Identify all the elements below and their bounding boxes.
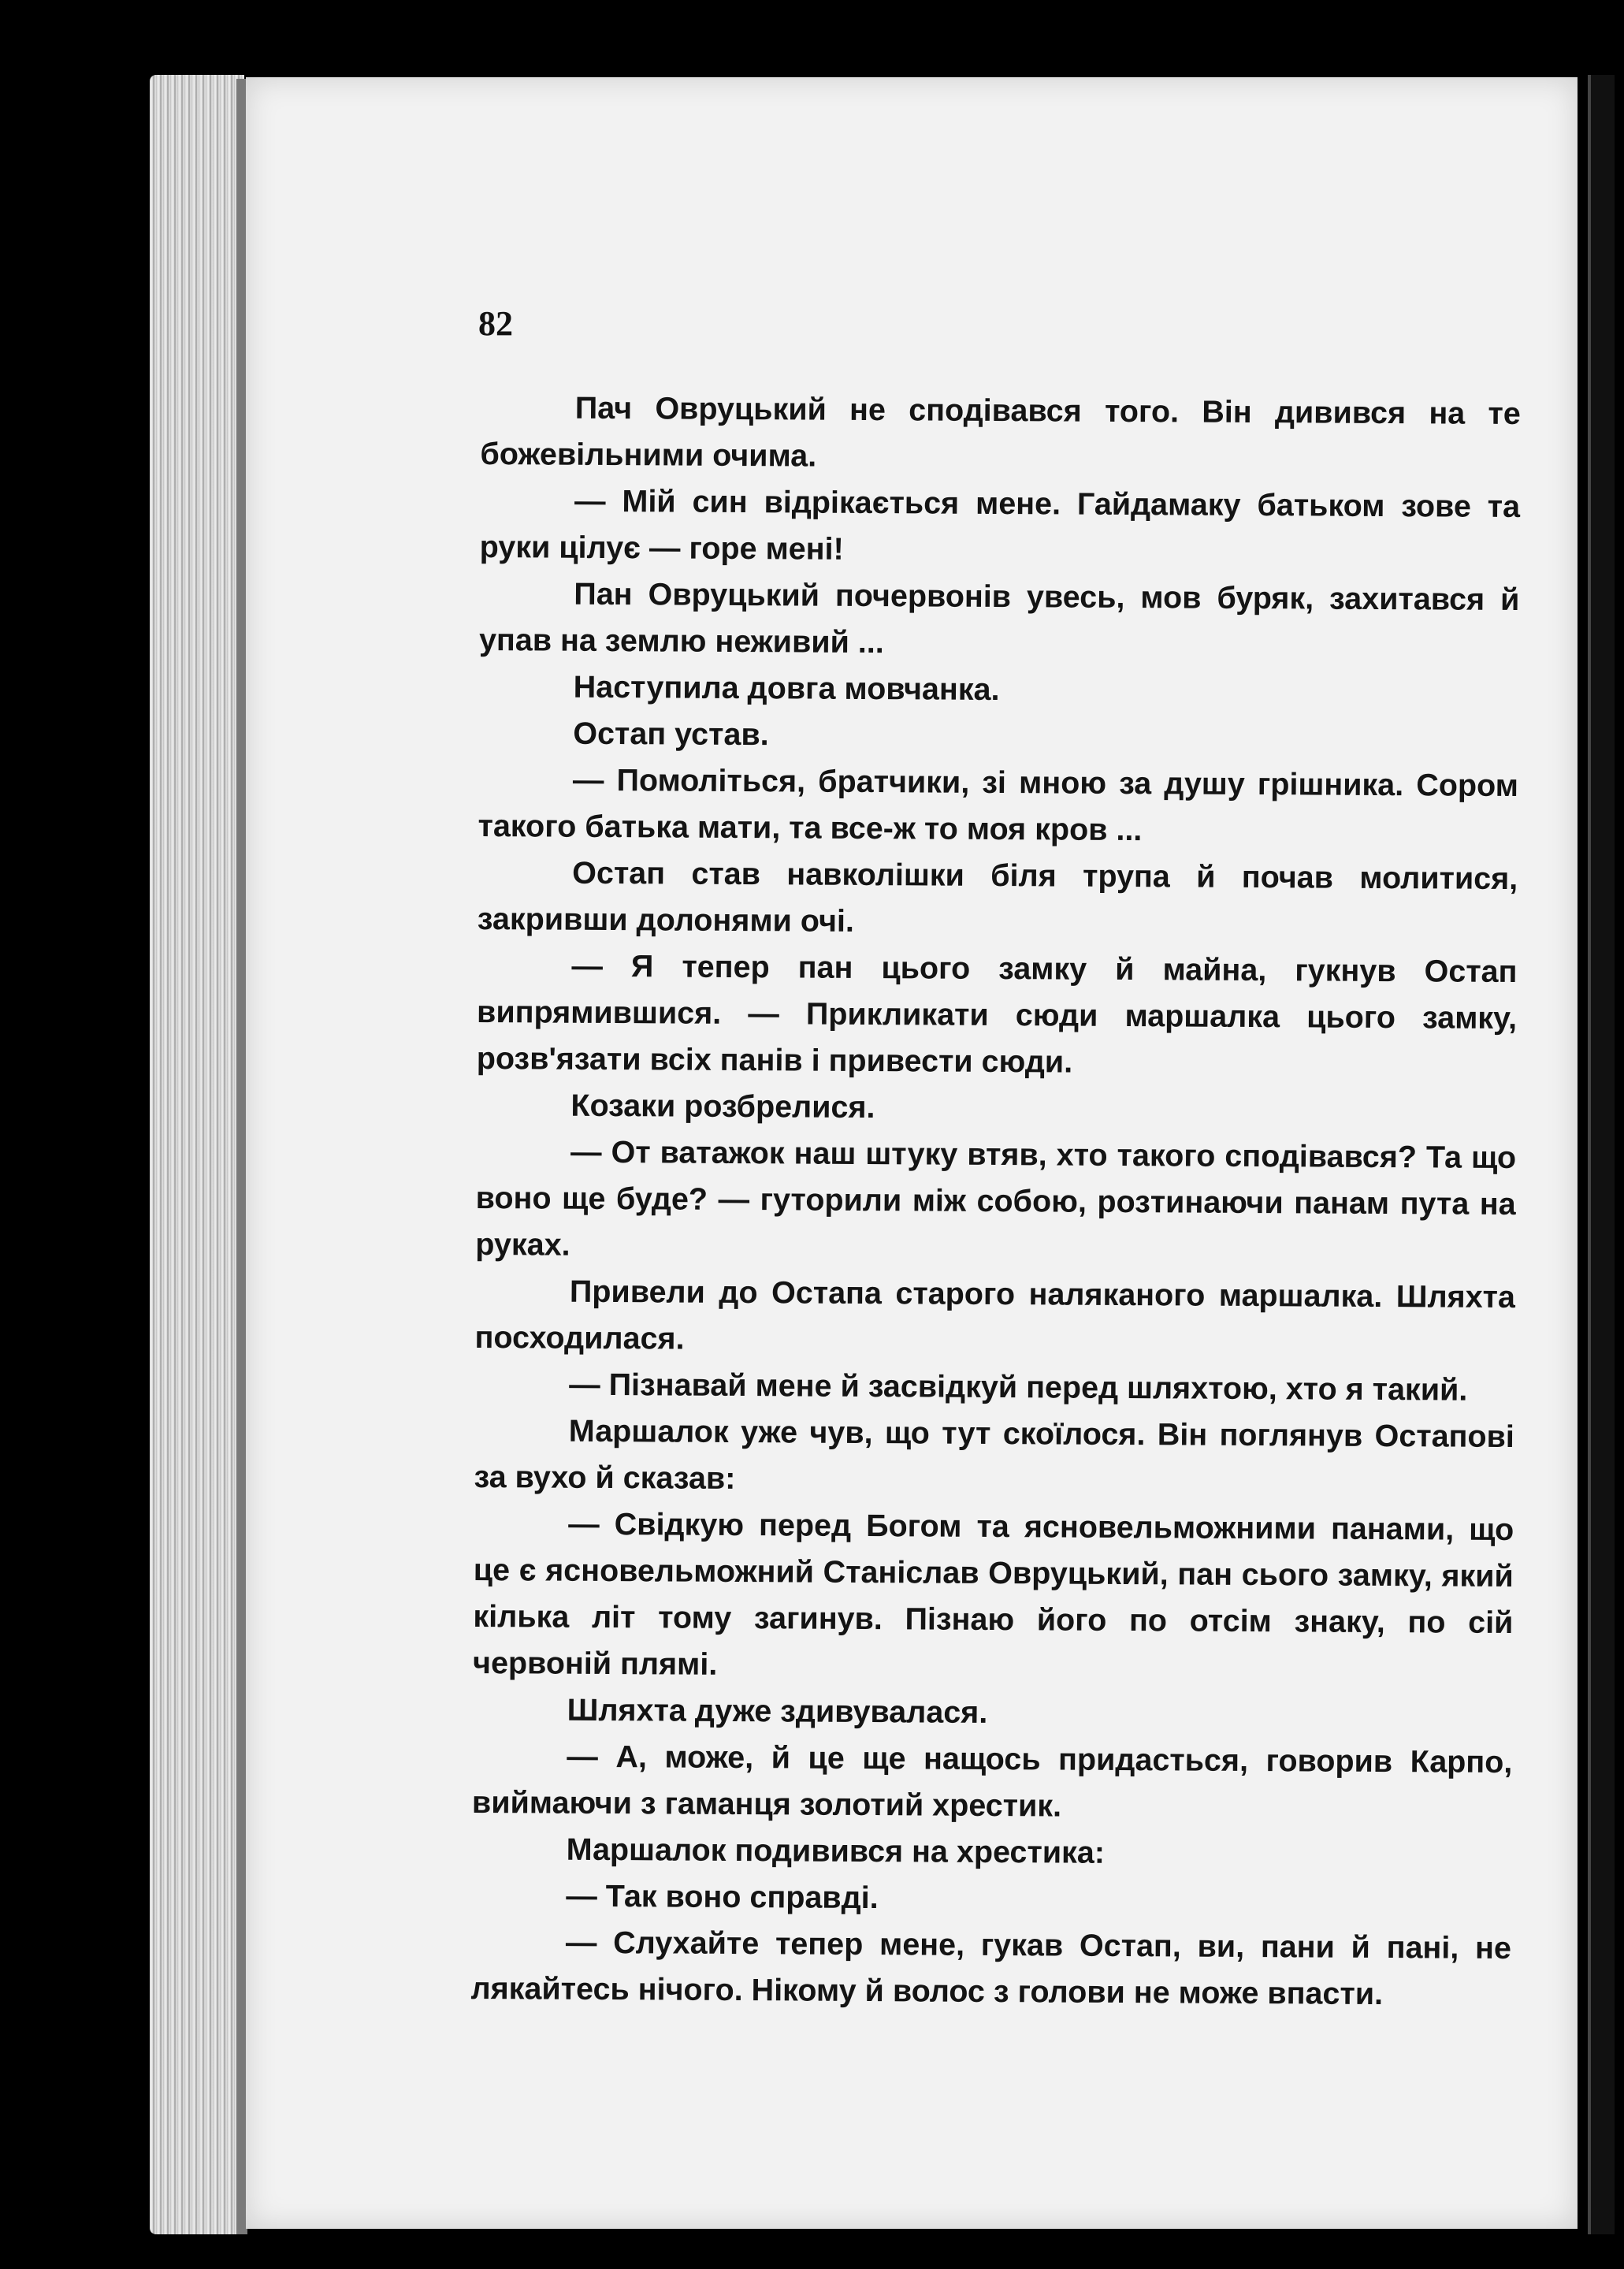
paragraph: — Так воно справді.	[566, 1878, 879, 1916]
paragraph: Шляхта дуже здивувалася.	[567, 1692, 988, 1730]
paragraph: — Свідкую перед Богом та ясновельможними панами, що це є ясновельможний Станіслав Овруцький, пан сього замку, який кілька літ тому загинув. Пізнаю його по отсім знаку, по сій червоній плямі.	[472, 1506, 1514, 1682]
paragraph: Остап устав.	[573, 716, 769, 753]
paragraph: Маршалок подивився на хрестика:	[566, 1832, 1106, 1870]
paragraph: Пач Овруцький не сподівався того. Він дивився на те божевільними очима.	[480, 390, 1521, 474]
paragraph: Пан Овруцький почервонів увесь, мов буряк, захитався й упав на землю неживий ...	[478, 576, 1520, 660]
page-number: 82	[478, 304, 513, 343]
paragraph: Маршалок уже чув, що тут скоїлося. Він поглянув Остапові за вухо й сказав:	[474, 1413, 1515, 1497]
paragraph: — Пізнавай мене й засвідкуй перед шляхтою, хто я такий.	[569, 1367, 1468, 1408]
paragraph: — Мій син відрікається мене. Гайдамаку батьком зове та руки цілує — горе мені!	[479, 483, 1521, 567]
book-page	[246, 77, 1578, 2229]
paragraph: Наступила довга мовчанка.	[573, 669, 1000, 708]
paragraph: Козаки розбрелися.	[570, 1088, 875, 1125]
paragraph: — Я тепер пан цього замку й майна, гукнув Остап випрямившися. — Прикликати сюди маршалка цього замку, розв'язати всіх панів і привести сюди.	[476, 948, 1518, 1080]
paragraph: Привели до Остапа старого наляканого маршалка. Шляхта посходилася.	[474, 1274, 1516, 1356]
paragraph: — Слухайте тепер мене, гукав Остап, ви, пани й пані, не лякайтесь нічого. Нікому й волос з голови не може впасти.	[470, 1925, 1512, 2012]
right-binding-edge	[1588, 75, 1615, 2234]
paragraph: — А, може, й це ще нащось придасться, говорив Карпо, виймаючи з гаманця золотий хрестик.	[471, 1739, 1513, 1824]
page-stack-edges	[150, 75, 244, 2234]
body-text	[470, 385, 1521, 2018]
paragraph: Остап став навколішки біля трупа й почав молитися, закривши долонями очі.	[477, 855, 1518, 939]
paragraph: — От ватажок наш штуку втяв, хто такого сподівався? Та що воно ще буде? — гуторили між собою, розтинаючи панам пута на руках.	[475, 1134, 1517, 1263]
paragraph: — Помоліться, братчики, зі мною за душу грішника. Сором такого батька мати, та все-ж то моя кров ...	[478, 762, 1519, 848]
